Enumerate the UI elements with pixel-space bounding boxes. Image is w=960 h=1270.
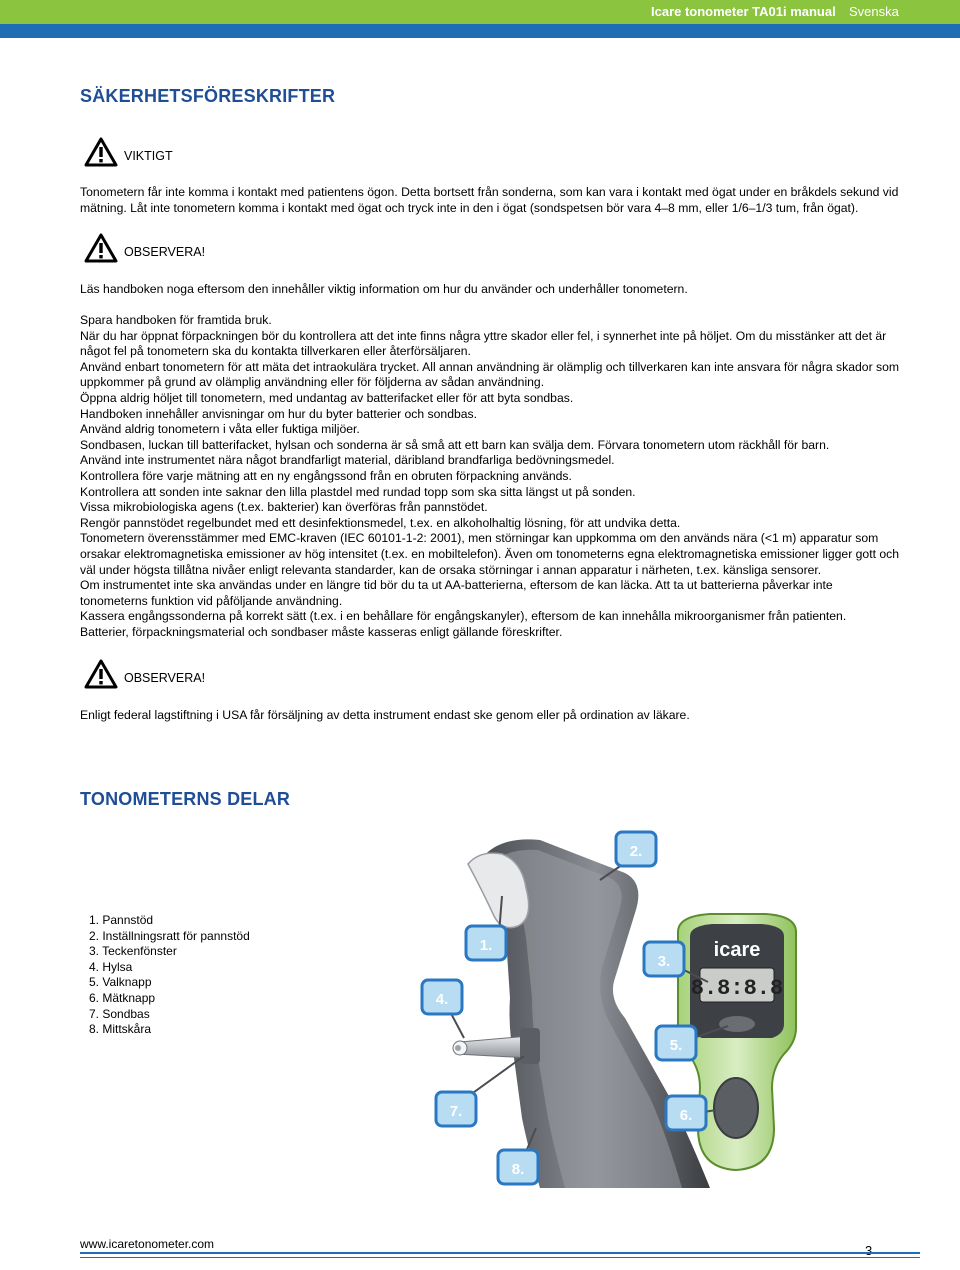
list-item: 1. Pannstöd [89, 913, 154, 927]
footer-rule-thin [80, 1257, 920, 1258]
safety-item: Använd inte instrumentet nära något brandfarligt material, däribland brandfarliga bedövningsmedel. [80, 453, 615, 468]
svg-text:6.: 6. [679, 1107, 693, 1124]
parts-list [89, 913, 250, 1038]
callout-6 [666, 1096, 706, 1130]
safety-item: När du har öppnat förpackningen bör du kontrollera att det inte finns några yttre skador eller fel, i synnerhet inte på höljet. Om du misstänker att det är något fel på tonometern ska du kontakta tillverkaren eller återförsäljaren. [80, 328, 887, 359]
list-item: 7. Sondbas [89, 1006, 150, 1021]
warning-important-text: Tonometern får inte komma i kontakt med patientens ögon. Detta bortsett från sonderna, som kan vara i kontakt med ögat under en bråkdels sekund vid mätning. Låt inte tonometern komma i kontakt med ögat och tryck inte in den i ögat (sondspetsen bör vara 4–8 mm, eller 1/6–1/3 tum, från ögat). [80, 185, 899, 215]
tonometer-illustration [410, 828, 810, 1188]
safety-item: Tonometern överensstämmer med EMC-kraven (IEC 60101-1-2: 2001), men störningar kan uppkomma om den används nära (<1 m) apparatur som orsakar elektromagnetiska emissioner av hög intensitet (t.ex. en mobiltelefon). Även om tonometerns egna elektromagnetiska emissioner ligger gott och väl under högsta tillåtna nivåer enligt relevanta standarder, kan de orsaka störningar i annan apparatur i närheten, t.ex. känsliga sensorer. [80, 531, 900, 577]
safety-item: Kontrollera före varje mätning att en ny engångssond från en obruten förpackning används. [80, 468, 572, 483]
select-button [719, 1016, 755, 1032]
list-item: 4. Hylsa [89, 959, 133, 974]
safety-item: Vissa mikrobiologiska agens (t.ex. bakterier) kan överföras från pannstödet. [80, 500, 488, 515]
warning-label: VIKTIGT [124, 149, 173, 163]
callout-8 [498, 1150, 538, 1184]
warning-triangle-icon [84, 233, 118, 263]
safety-item: Använd enbart tonometern för att mäta det intraokulära trycket. All annan användning är olämplig och tillverkaren kan inte ansvara för några skador som uppkommer på grund av olämplig användning eller för följderna av sådan användning. [80, 359, 900, 390]
header-title: Icare tonometer TA01i manual [651, 4, 836, 19]
warning-observe-text: Läs handboken noga eftersom den innehåller viktig information om hur du använder och underhåller tonometern. [80, 282, 688, 296]
safety-items [80, 313, 900, 640]
display-digits: 8.8:8.8 [690, 976, 784, 1001]
svg-text:5.: 5. [669, 1037, 683, 1054]
callout-1 [466, 926, 506, 960]
safety-item: Spara handboken för framtida bruk. [80, 313, 272, 327]
header-language: Svenska [849, 4, 899, 19]
safety-item: Öppna aldrig höljet till tonometern, med undantag av batterifacket eller för att byta sondbas. [80, 390, 574, 405]
safety-item: Sondbasen, luckan till batterifacket, hylsan och sonderna är så små att ett barn kan svälja dem. Förvara tonometern utom räckhåll för barn. [80, 437, 830, 452]
list-item: 8. Mittskåra [89, 1022, 152, 1037]
page-number: 3 [865, 1243, 873, 1258]
callout-3 [644, 942, 684, 976]
section-title-safety: SÄKERHETSFÖRESKRIFTER [80, 86, 336, 106]
svg-text:8.: 8. [511, 1161, 525, 1178]
safety-item: Handboken innehåller anvisningar om hur du byter batterier och sondbas. [80, 406, 478, 421]
footer-url: www.icaretonometer.com [80, 1237, 215, 1251]
safety-item: Använd aldrig tonometern i våta eller fuktiga miljöer. [80, 422, 360, 437]
list-item: 2. Inställningsratt för pannstöd [89, 928, 250, 943]
safety-item: Kassera engångssonderna på korrekt sätt (t.ex. i en behållare för engångskanyler), eftersom de kan innehålla mikroorganismer från patienten. [80, 609, 847, 624]
header-bar [0, 0, 960, 24]
svg-text:4.: 4. [435, 991, 449, 1008]
list-item: 5. Valknapp [89, 975, 152, 990]
callout-7 [436, 1092, 476, 1126]
footer-rule [80, 1252, 920, 1254]
svg-text:2.: 2. [629, 843, 643, 860]
safety-item: Rengör pannstödet regelbundet med ett desinfektionsmedel, t.ex. en alkoholhaltig lösning, för att undvika detta. [80, 515, 681, 530]
header-stripe [0, 24, 960, 38]
callout-4 [422, 980, 462, 1014]
safety-item: Om instrumentet inte ska användas under en längre tid bör du ta ut AA-batterierna, eftersom de kan läcka. Att ta ut batterierna påverkar inte tonometerns funktion vid påföljande användning. [80, 578, 833, 608]
warning-triangle-icon [84, 659, 118, 689]
svg-text:3.: 3. [657, 953, 671, 970]
brand-logo: icare [713, 939, 761, 961]
svg-text:7.: 7. [449, 1103, 463, 1120]
callout-5 [656, 1026, 696, 1060]
svg-text:1.: 1. [479, 937, 493, 954]
callout-2 [616, 832, 656, 866]
safety-item: Batterier, förpackningsmaterial och sondbaser måste kasseras enligt gällande föreskrifter. [80, 624, 563, 639]
section-title-parts: TONOMETERNS DELAR [80, 789, 291, 809]
warning-triangle-icon [84, 137, 118, 167]
list-item: 3. Teckenfönster [89, 944, 177, 959]
warning-label: OBSERVERA! [124, 671, 206, 685]
warning-federal-text: Enligt federal lagstiftning i USA får försäljning av detta instrument endast ske genom eller på ordination av läkare. [80, 708, 690, 722]
measure-button [714, 1078, 758, 1138]
warning-label: OBSERVERA! [124, 245, 206, 259]
list-item: 6. Mätknapp [89, 990, 156, 1005]
safety-item: Kontrollera att sonden inte saknar den lilla plastdel med rundad topp som ska sitta längst ut på sonden. [80, 484, 636, 499]
